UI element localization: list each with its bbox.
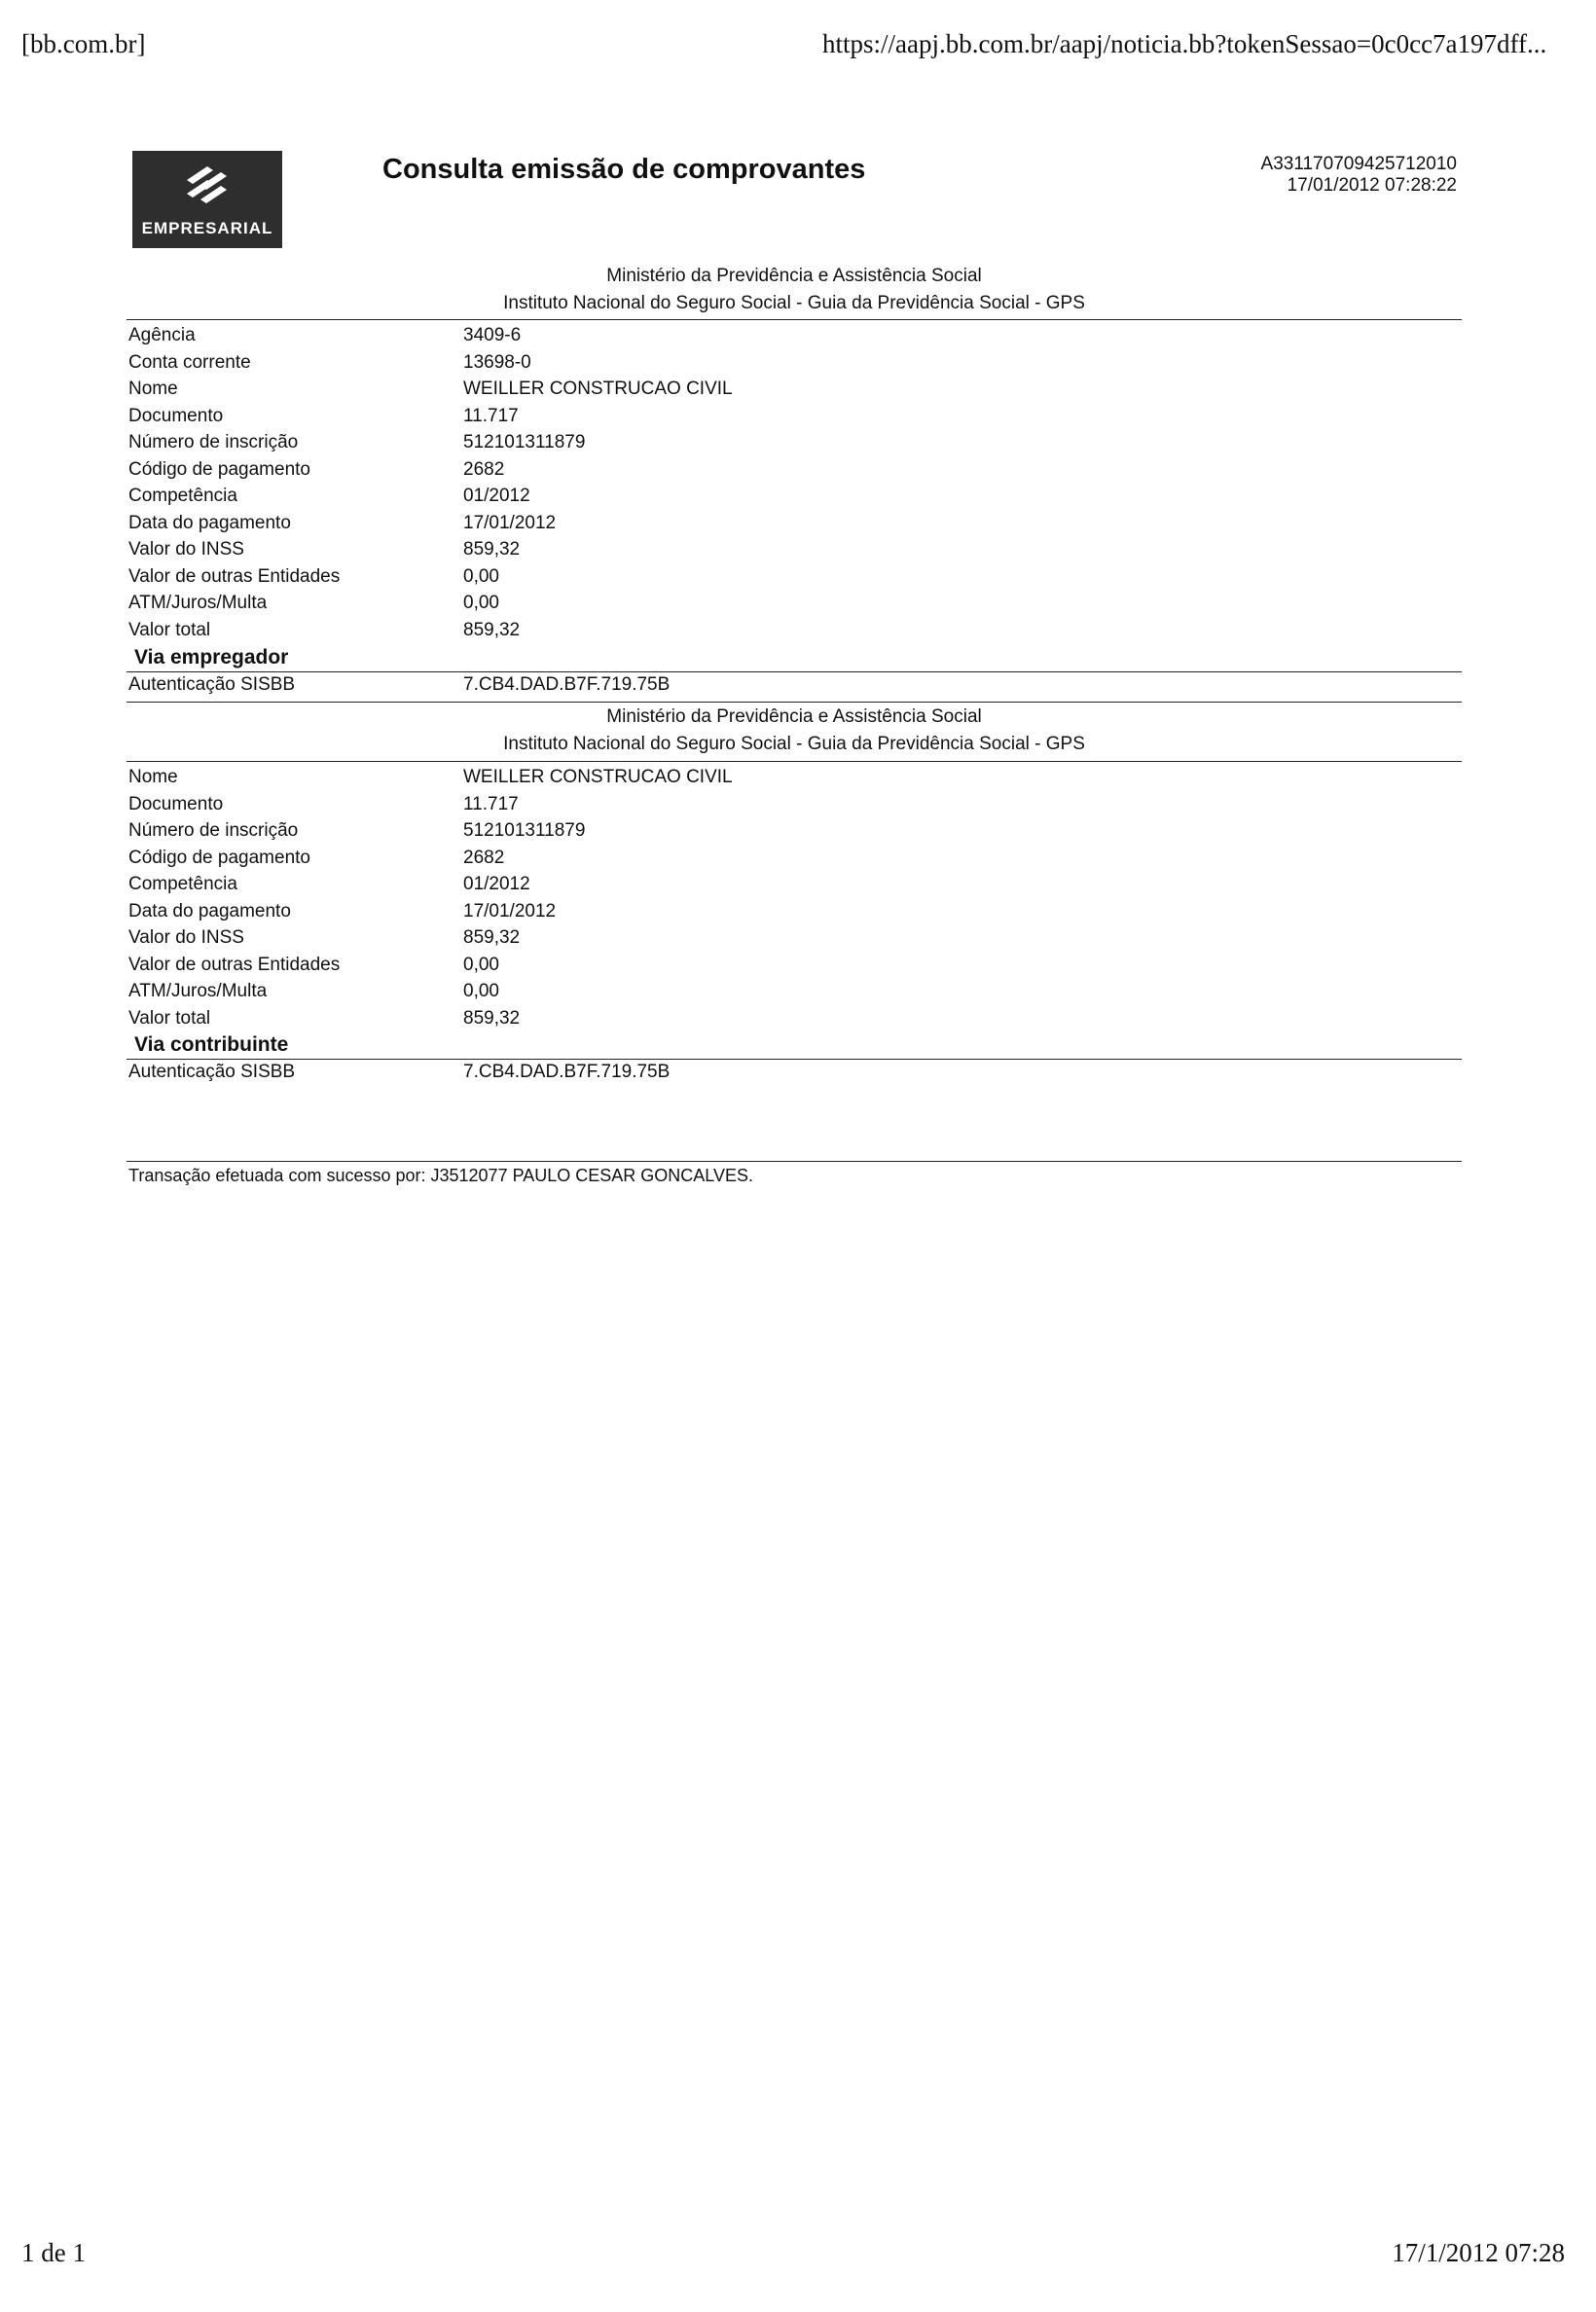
data-row bbox=[128, 845, 1462, 872]
divider bbox=[127, 671, 1462, 672]
row-value: 512101311879 bbox=[463, 432, 586, 452]
auth-label: Autenticação SISBB bbox=[128, 1062, 296, 1082]
row-label: Competência bbox=[128, 486, 237, 506]
row-label: Nome bbox=[128, 379, 178, 399]
data-row bbox=[128, 1005, 1462, 1032]
row-value: 0,00 bbox=[463, 565, 499, 587]
row-label: Nome bbox=[128, 767, 178, 787]
row-value: 13698-0 bbox=[463, 351, 531, 373]
row-label: Competência bbox=[128, 874, 237, 894]
data-row bbox=[128, 403, 1462, 430]
data-row bbox=[128, 617, 1462, 644]
row-label: Valor total bbox=[128, 1007, 211, 1029]
row-value: 3409-6 bbox=[463, 325, 522, 345]
auth-label: Autenticação SISBB bbox=[128, 674, 296, 695]
row-value: WEILLER CONSTRUCAO CIVIL bbox=[463, 379, 733, 399]
data-row bbox=[128, 952, 1462, 979]
divider bbox=[127, 702, 1462, 703]
divider bbox=[127, 319, 1462, 320]
logo-label: EMPRESARIAL bbox=[141, 219, 273, 237]
via-employer-label: Via empregador bbox=[134, 646, 289, 668]
row-value: 11.717 bbox=[463, 405, 519, 426]
row-label: Documento bbox=[128, 405, 224, 426]
row-value: 2682 bbox=[463, 847, 505, 868]
bank-logo bbox=[132, 151, 282, 248]
header-institute: Instituto Nacional do Seguro Social - Guia da Previdência Social - GPS bbox=[503, 293, 1085, 313]
data-row bbox=[128, 376, 1462, 403]
header-institute: Instituto Nacional do Seguro Social - Guia da Previdência Social - GPS bbox=[503, 734, 1085, 754]
row-label: Valor do INSS bbox=[128, 927, 244, 948]
document-code: A331170709425712010 bbox=[1260, 154, 1457, 174]
row-label: Data do pagamento bbox=[128, 512, 291, 533]
row-value: 01/2012 bbox=[463, 486, 530, 506]
row-label: ATM/Juros/Multa bbox=[128, 981, 268, 1001]
auth-value: 7.CB4.DAD.B7F.719.75B bbox=[463, 674, 671, 695]
bank-logo-icon bbox=[179, 161, 236, 209]
data-row bbox=[128, 563, 1462, 591]
row-label: Número de inscrição bbox=[128, 432, 299, 452]
row-label: Documento bbox=[128, 793, 224, 814]
data-row bbox=[128, 322, 1462, 349]
row-label: Conta corrente bbox=[128, 351, 251, 373]
print-header-site: [bb.com.br] bbox=[21, 29, 146, 58]
data-row bbox=[128, 349, 1462, 377]
row-label: Valor de outras Entidades bbox=[128, 565, 341, 587]
divider bbox=[127, 761, 1462, 762]
data-row bbox=[128, 536, 1462, 563]
transaction-message: Transação efetuada com sucesso por: J3512077 PAULO CESAR GONCALVES. bbox=[128, 1166, 753, 1185]
page-title: Consulta emissão de comprovantes bbox=[382, 154, 866, 185]
print-footer-page: 1 de 1 bbox=[21, 2238, 86, 2267]
row-label: Agência bbox=[128, 325, 196, 345]
row-value: 512101311879 bbox=[463, 820, 586, 841]
row-value: 0,00 bbox=[463, 593, 499, 613]
row-value: 17/01/2012 bbox=[463, 900, 557, 921]
data-row bbox=[128, 871, 1462, 898]
row-value: 859,32 bbox=[463, 619, 521, 640]
data-row bbox=[128, 924, 1462, 952]
row-label: Número de inscrição bbox=[128, 820, 299, 841]
via-contributor-label: Via contribuinte bbox=[134, 1033, 289, 1056]
data-row bbox=[128, 817, 1462, 845]
row-value: 0,00 bbox=[463, 954, 499, 975]
contributor-data-rows bbox=[128, 764, 1462, 1031]
document-id-block bbox=[1261, 154, 1457, 197]
document-datetime: 17/01/2012 07:28:22 bbox=[1287, 175, 1457, 196]
row-value: 01/2012 bbox=[463, 874, 530, 894]
row-value: 859,32 bbox=[463, 1007, 521, 1029]
data-row bbox=[128, 590, 1462, 617]
row-value: 0,00 bbox=[463, 981, 499, 1001]
row-label: Valor de outras Entidades bbox=[128, 954, 341, 975]
data-row bbox=[128, 456, 1462, 484]
row-label: ATM/Juros/Multa bbox=[128, 593, 268, 613]
auth-value: 7.CB4.DAD.B7F.719.75B bbox=[463, 1062, 671, 1082]
row-value: 2682 bbox=[463, 458, 505, 480]
data-row bbox=[128, 429, 1462, 456]
print-footer-datetime: 17/1/2012 07:28 bbox=[1392, 2238, 1565, 2267]
data-row bbox=[128, 483, 1462, 510]
row-label: Valor do INSS bbox=[128, 539, 244, 560]
divider bbox=[127, 1059, 1462, 1060]
employer-section-header bbox=[127, 263, 1462, 317]
print-header-url: https://aapj.bb.com.br/aapj/noticia.bb?tokenSessao=0c0cc7a197dff... bbox=[822, 29, 1547, 58]
employer-data-rows bbox=[128, 322, 1462, 643]
data-row bbox=[128, 978, 1462, 1005]
row-value: 859,32 bbox=[463, 927, 521, 948]
row-label: Data do pagamento bbox=[128, 900, 291, 921]
row-label: Valor total bbox=[128, 619, 211, 640]
header-ministry: Ministério da Previdência e Assistência Social bbox=[606, 706, 982, 727]
data-row bbox=[128, 898, 1462, 925]
data-row bbox=[128, 510, 1462, 537]
row-value: 11.717 bbox=[463, 793, 519, 814]
data-row bbox=[128, 791, 1462, 818]
contributor-section-header bbox=[127, 704, 1462, 758]
divider bbox=[127, 1161, 1462, 1162]
row-value: WEILLER CONSTRUCAO CIVIL bbox=[463, 767, 733, 787]
row-value: 17/01/2012 bbox=[463, 512, 557, 533]
data-row bbox=[128, 764, 1462, 791]
row-label: Código de pagamento bbox=[128, 458, 310, 480]
row-value: 859,32 bbox=[463, 539, 521, 560]
header-ministry: Ministério da Previdência e Assistência Social bbox=[606, 266, 982, 286]
row-label: Código de pagamento bbox=[128, 847, 310, 868]
